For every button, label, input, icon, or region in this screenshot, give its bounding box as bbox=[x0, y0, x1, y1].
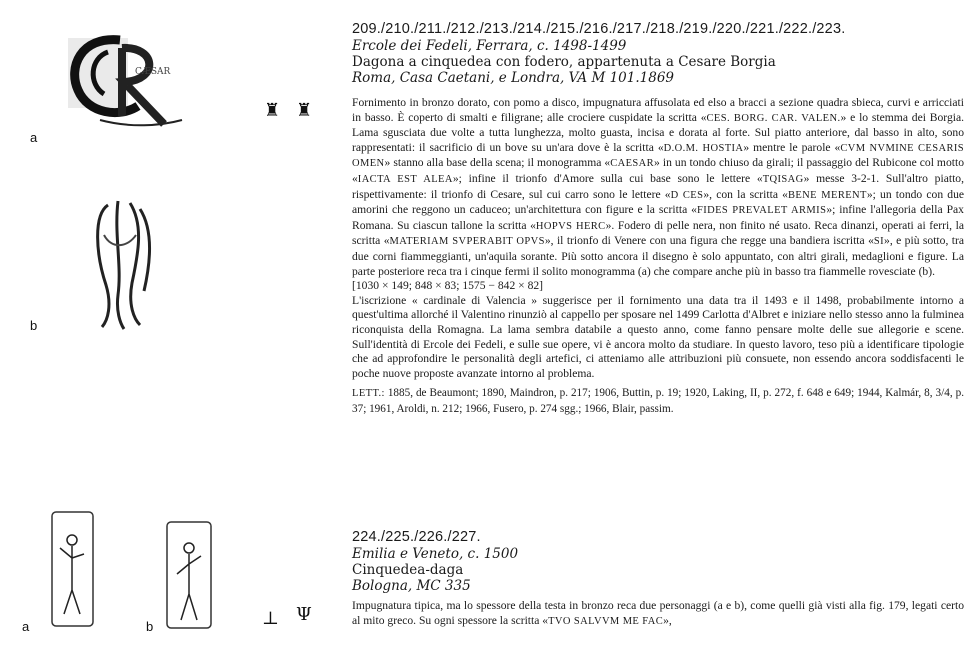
entry-description: Fornimento in bronzo dorato, con pomo a disco, impugnatura affusolata ed elso a bracci a sezione quadra sbieca, curvi e arricciati in basso. È coperto di smalti e filigrane; alle crociere cuspidate la scritta «CES. BORG. CAR. VALEN.» e lo stemma dei Borgia. Lama sgusciata due volte a tutta lunghezza, molto guasta, incisa e dorata al forte. Sul piatto anteriore, dal basso in alto, sono rappresentati: il sacrificio di un bove su un'ara dove è la scritta «D.O.M. HOSTIA» mentre le parole «CVM NVMINE CESARIS OMEN» stanno alla base della scena; il monogramma «CAESAR» in un tondo chiuso da girali; il passaggio del Rubicone col motto «IACTA EST ALEA»; infine il trionfo d'Amore sulla cui base sono le lettere «TQISAG» messe 3-2-1. Sull'altro piatto, rispettivamente: il trionfo di Cesare, sul cui carro sono le lettere «D CES», con la scritta «BENE MERENT»; un tondo con due amorini che reggono un caduceo; un'architettura con figure e la scritta «FIDES PREVALET ARMIS»; infine l'allegoria della Pax Romana. Su ciascun tallone la scritta «HOPVS HERC». Fodero di pelle nera, non finito né usato. Reca dinanzi, operati ai ferri, la scritta «MATERIAM SVPERABIT OPVS», il trionfo di Venere con una figura che regge una bandiera iscritta «SI», e più sotto, tra due corni fiammeggianti, un'aquila sorante. Più sotto ancora il disegno è solo appuntato, con altri girali, medaglioni e figure. La parte posteriore reca tra i cinque fermi il solito monogramma (a) che compare anche più in basso tra fiammelle rovesciate (b). bbox=[352, 96, 965, 278]
relief-figure-b bbox=[165, 520, 213, 630]
entry-measurements: [1030 × 149; 848 × 83; 1575 − 842 × 82] bbox=[352, 279, 544, 293]
monogram-illustration bbox=[60, 28, 190, 133]
entry-numbers: 209./210./211./212./213./214./215./216./217./218./219./220./221./222./223. bbox=[352, 21, 846, 37]
rook-icon-left: ♜ bbox=[264, 100, 281, 121]
relief-figure-a bbox=[50, 510, 95, 628]
figure-label-a: a bbox=[30, 130, 38, 145]
entry-title: Dagona a cinquedea con fodero, appartenuta a Cesare Borgia bbox=[352, 54, 776, 70]
entry-maker: Ercole dei Fedeli, Ferrara, c. 1498-1499 bbox=[352, 38, 627, 54]
flame-illustration bbox=[88, 195, 158, 330]
literature-label: LETT.: bbox=[352, 388, 385, 400]
entry-commentary: L'iscrizione « cardinale di Valencia » suggerisce per il fornimento una data tra il 1493 e il 1498, probabilmente intorno a quest'ultima allorché il Valentino rinunziò al cappello per sposare nel 1499 Carlotta d'Albret e iniziare nello stesso anno la fulminea riconquista della Romagna. La lama sembra databile a questo anno, come fanno pensare molte delle sue allegorie e scene. Sull'identità di Ercole dei Fedeli, e sulle sue opere, vi è ancora molto da studiare. In questo lavoro, teso più a identificare tipologie che ad approfondire le personalità degli artefici, ci atteniamo alle attribuzioni più consuete, non essendo ancora soddisfacenti le poche nuove proposte avanzate intorno al problema. bbox=[352, 293, 964, 380]
catalog-entry-2 bbox=[352, 528, 964, 629]
entry-literature bbox=[352, 386, 964, 416]
entry2-location: Bologna, MC 335 bbox=[352, 578, 471, 594]
figure-label-b2: b bbox=[146, 619, 154, 634]
monogram-caption: CÆSAR bbox=[135, 67, 171, 77]
rook-icon-right: ♜ bbox=[296, 100, 313, 121]
catalog-entry-1 bbox=[352, 20, 964, 416]
entry2-title: Cinquedea-daga bbox=[352, 562, 464, 578]
flame-drawing bbox=[88, 195, 158, 330]
monogram-drawing bbox=[60, 28, 190, 133]
entry2-description: Impugnatura tipica, ma lo spessore della testa in bronzo reca due personaggi (a e b), come quelli già visti alla fig. 179, legati certo al mito greco. Su ogni spessore la scritta «TVO SALVVM ME FAC», bbox=[352, 599, 964, 627]
figure-label-b: b bbox=[30, 318, 38, 333]
entry2-numbers: 224./225./226./227. bbox=[352, 529, 481, 545]
relief-a-drawing bbox=[50, 510, 95, 628]
literature-text: 1885, de Beaumont; 1890, Maindron, p. 217; 1906, Buttin, p. 19; 1920, Laking, II, p. 272, f. 648 e 649; 1944, Kalmár, 8, 3/4, p. 37; 1961, Aroldi, n. 212; 1966, Fusero, p. 274 sgg.; 1966, Blair, passim. bbox=[352, 387, 964, 415]
entry2-maker: Emilia e Veneto, c. 1500 bbox=[352, 546, 519, 562]
hilt-icon-left: ⊥ bbox=[262, 608, 279, 629]
relief-b-drawing bbox=[165, 520, 213, 630]
hilt-icon-right: Ψ bbox=[296, 604, 312, 625]
entry-location: Roma, Casa Caetani, e Londra, VA M 101.1869 bbox=[352, 70, 675, 86]
figure-label-a2: a bbox=[22, 619, 30, 634]
